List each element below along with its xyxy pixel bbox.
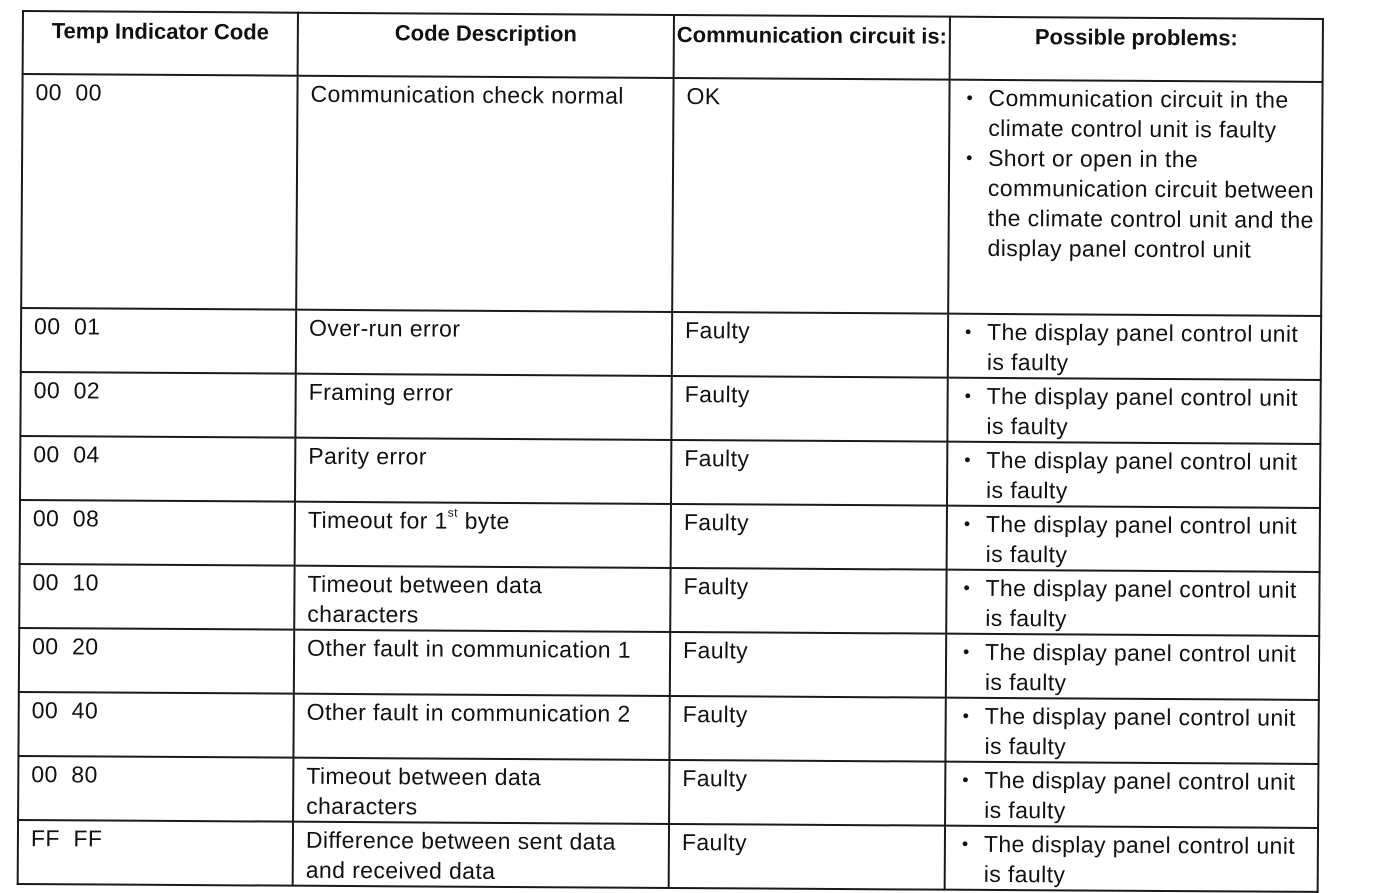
- code-value: 00 04: [33, 441, 100, 468]
- description-cell: [294, 630, 670, 696]
- problem-item: [963, 317, 1314, 379]
- description-cell: [296, 76, 673, 312]
- circuit-cell: [672, 78, 949, 314]
- description-text: Other fault in communication 2: [306, 698, 631, 727]
- circuit-cell: [669, 760, 945, 826]
- problem-text: The display panel control unit is faulty: [984, 766, 1296, 824]
- description-cell: [295, 374, 671, 440]
- bullet-icon: •: [962, 769, 970, 790]
- code-value: 00 01: [33, 313, 101, 340]
- problem-item: [962, 509, 1313, 571]
- problem-text: The display panel control unit is faulty: [985, 510, 1298, 568]
- code-value: 00 20: [32, 633, 99, 660]
- code-cell: [21, 74, 297, 310]
- bullet-icon: •: [964, 321, 972, 342]
- code-value: 00 40: [31, 697, 99, 724]
- problems-cell: [948, 80, 1322, 316]
- description-text: Over-run error: [308, 314, 461, 342]
- bullet-icon: •: [964, 385, 972, 406]
- code-cell: [20, 436, 295, 502]
- table-row: [20, 372, 1320, 444]
- problems-cell: [946, 570, 1319, 636]
- description-text: Difference between sent data and received data: [305, 826, 616, 884]
- problems-cell: [945, 698, 1318, 764]
- table-row: [18, 692, 1318, 764]
- code-cell: [19, 628, 294, 694]
- bullet-icon: •: [966, 87, 974, 108]
- circuit-status: Faulty: [683, 573, 749, 600]
- circuit-status: Faulty: [684, 381, 750, 408]
- problems-cell: [946, 634, 1319, 700]
- bullet-icon: •: [961, 833, 969, 854]
- bullet-icon: •: [964, 449, 972, 470]
- description-cell: [296, 310, 672, 376]
- problem-item: [960, 765, 1311, 827]
- problem-item: [960, 701, 1311, 763]
- problem-item: [961, 637, 1312, 699]
- bullet-icon: •: [966, 147, 973, 168]
- problem-item: [962, 445, 1313, 507]
- description-superscript: st: [447, 505, 458, 521]
- description-text: Framing error: [308, 378, 454, 406]
- problem-item: [962, 381, 1313, 443]
- code-value: FF FF: [30, 825, 103, 852]
- problems-cell: [947, 506, 1320, 572]
- description-cell: [293, 822, 669, 888]
- description-text: Timeout between data characters: [306, 762, 542, 820]
- table-row: [21, 74, 1322, 316]
- document-page: [17, 10, 1322, 888]
- circuit-cell: [671, 440, 947, 506]
- circuit-cell: [672, 312, 948, 378]
- code-cell: [18, 820, 293, 886]
- code-value: 00 08: [32, 505, 100, 532]
- problem-item: [964, 83, 1315, 145]
- problems-list: [946, 699, 1317, 763]
- circuit-cell: [671, 504, 947, 570]
- code-value: 00 02: [33, 377, 101, 404]
- header-problems: Possible problems:: [950, 17, 1323, 82]
- problems-cell: [945, 762, 1318, 828]
- table-row: [18, 756, 1318, 828]
- problem-text: The display panel control unit is faulty: [983, 830, 1296, 888]
- circuit-status: Faulty: [684, 317, 751, 344]
- circuit-status: Faulty: [683, 637, 749, 664]
- problem-item: [963, 143, 1315, 265]
- problem-text: The display panel control unit is faulty: [986, 318, 1299, 376]
- description-cell: [295, 502, 671, 568]
- problem-text: The display panel control unit is faulty: [986, 446, 1298, 504]
- code-cell: [18, 756, 293, 822]
- bullet-icon: •: [962, 705, 970, 726]
- table-row: [20, 500, 1320, 572]
- description-cell: [294, 566, 670, 632]
- circuit-status: Faulty: [682, 765, 748, 792]
- table-row: [18, 820, 1318, 892]
- code-table: [17, 10, 1324, 893]
- code-cell: [20, 372, 295, 438]
- code-value: 00 10: [32, 569, 99, 596]
- circuit-cell: [670, 568, 946, 634]
- circuit-cell: [669, 824, 945, 890]
- circuit-status: Faulty: [683, 509, 750, 536]
- description-text: Parity error: [308, 442, 427, 470]
- problems-cell: [948, 314, 1321, 380]
- bullet-icon: •: [963, 513, 971, 534]
- circuit-cell: [670, 632, 946, 698]
- header-row: [23, 11, 1323, 82]
- code-cell: [18, 692, 293, 758]
- description-cell: [293, 694, 669, 760]
- problems-cell: [947, 442, 1320, 508]
- code-value: 00 00: [35, 79, 102, 106]
- problems-list: [947, 571, 1318, 635]
- code-cell: [19, 564, 294, 630]
- circuit-status: OK: [686, 83, 721, 110]
- problems-list: [946, 827, 1317, 891]
- code-cell: [21, 308, 296, 374]
- table-row: [19, 564, 1319, 636]
- problem-text: Short or open in the communication circuit between the climate control unit and the display panel control unit: [987, 144, 1315, 263]
- problems-list: [948, 379, 1319, 443]
- header-circuit: Communication circuit is:: [674, 15, 950, 80]
- problems-list: [946, 763, 1317, 827]
- description-cell: [293, 758, 669, 824]
- problem-item: [961, 573, 1312, 635]
- problems-list: [949, 81, 1321, 265]
- bullet-icon: •: [963, 577, 971, 598]
- circuit-status: Faulty: [682, 701, 748, 728]
- bullet-icon: •: [963, 641, 970, 662]
- circuit-status: Faulty: [684, 445, 750, 472]
- description-text: Other fault in communication 1: [307, 634, 632, 663]
- description-cell: [295, 438, 671, 504]
- table-row: [20, 436, 1320, 508]
- header-description: Code Description: [298, 13, 674, 78]
- code-cell: [20, 500, 295, 566]
- problems-list: [948, 507, 1319, 571]
- table-body: [18, 74, 1323, 892]
- problems-list: [947, 635, 1318, 699]
- description-tail: byte: [457, 507, 510, 534]
- problem-text: Communication circuit in the climate control unit is faulty: [988, 84, 1289, 143]
- description-text: Timeout for 1: [307, 506, 448, 534]
- problems-list: [948, 443, 1319, 507]
- description-text: Communication check normal: [310, 80, 624, 109]
- table-row: [21, 308, 1321, 380]
- problems-list: [949, 315, 1320, 379]
- problem-text: The display panel control unit is faulty: [984, 638, 1297, 696]
- description-text: Timeout between data characters: [307, 570, 543, 628]
- table-row: [19, 628, 1319, 700]
- problem-text: The display panel control unit is faulty: [984, 702, 1296, 760]
- problem-text: The display panel control unit is faulty: [985, 574, 1297, 632]
- problem-text: The display panel control unit is faulty: [986, 382, 1298, 440]
- circuit-cell: [671, 376, 947, 442]
- circuit-status: Faulty: [681, 829, 748, 856]
- code-value: 00 80: [31, 761, 98, 788]
- problems-cell: [947, 378, 1320, 444]
- header-code: Temp Indicator Code: [23, 11, 298, 76]
- circuit-cell: [669, 696, 945, 762]
